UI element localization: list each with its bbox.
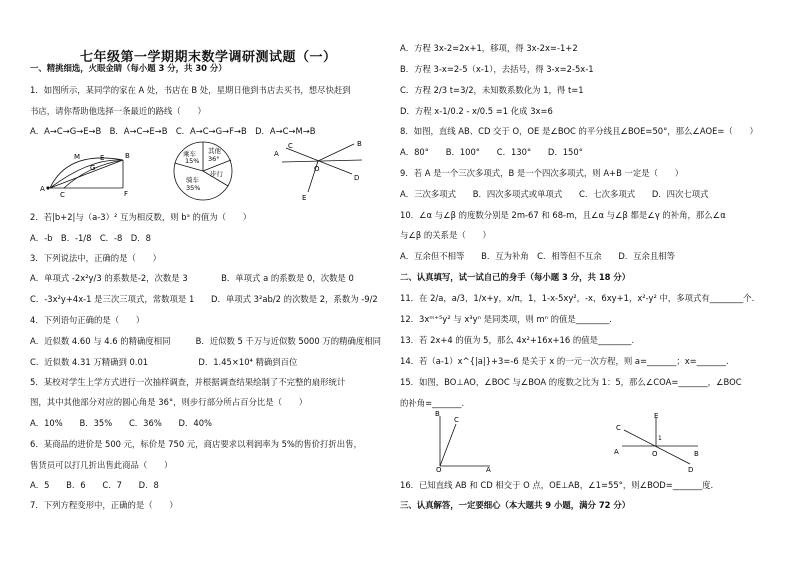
fig1-label-f: F	[124, 190, 129, 198]
figure-right-angle	[430, 410, 500, 472]
question-7-option-b: B．方程 3-x=2-5（x-1），去括号，得 3-x=2-5x-1	[400, 64, 594, 74]
fig8-label-o: O	[314, 165, 320, 173]
question-10-options: A．互余但不相等 B．互为补角 C．相等但不互余 D．互余且相等	[400, 251, 676, 261]
fig1-label-b: B	[125, 152, 130, 160]
question-12: 12．3xᵐ⁺⁵y² 与 x³yⁿ 是同类项，则 mⁿ 的值是________.	[400, 314, 612, 324]
fig15-label-a: A	[486, 466, 491, 472]
question-14: 14．若（a-1）x^{|a|}+3=-6 是关于 x 的一元一次方程，则 a=_______；x=_______.	[400, 356, 729, 366]
question-6-options: A．5 B．6 C．7 D．8	[30, 480, 159, 490]
question-13: 13．若 2x+4 的值为 5，那么 4x²+16x+16 的值是________.	[400, 335, 635, 345]
question-7-option-d: D．方程 x-1/0.2 - x/0.5 =1 化成 3x=6	[400, 106, 553, 116]
question-7-option-a: A．方程 3x-2=2x+1，移项，得 3x-2x=-1+2	[400, 43, 578, 53]
question-1-line-2: 书店，请你帮助他选择一条最近的路线（ ）	[30, 106, 206, 116]
question-3-options-cd: C．-3x²y+4x-1 是三次三项式，常数项是 1 D．单项式 3²ab/2 的次数是 2，系数为 -9/2	[30, 294, 378, 304]
fig15-label-o: O	[436, 466, 442, 472]
question-16: 16．已知直线 AB 和 CD 相交于 O 点，OE⊥AB，∠1=55°，则∠BOD=_______度.	[400, 480, 714, 490]
question-15-line-1: 15．如图，BO⊥AO，∠BOC 与∠BOA 的度数之比为 1：5，那么∠COA=_______，∠BOC	[400, 377, 742, 387]
question-5-options: A．10% B．35% C．36% D．40%	[30, 418, 212, 428]
question-10-line-2: 与∠β 的关系是（ ）	[400, 230, 491, 240]
fig8-label-c: C	[288, 142, 293, 150]
fig8-label-e: E	[302, 194, 307, 202]
question-7-option-c: C．方程 2/3 t=3/2，未知数系数化为 1，得 t=1	[400, 85, 584, 95]
question-1-options: A．A→C→G→E→B B．A→C→E→B C．A→C→G→F→B D．A→C→M→B	[30, 126, 316, 136]
section-3-heading: 三、认真解答，一定要细心（本大题共 9 小题，满分 72 分）	[400, 500, 631, 510]
question-5-line-1: 5．某校对学生上学方式进行一次抽样调查，并根据调查结果绘制了不完整的扇形统计	[30, 377, 346, 387]
question-1-line-1: 1．如图所示，某同学的家在 A 处，书店在 B 处，星期日他到书店去买书，想尽快赶到	[30, 85, 351, 95]
fig8-label-d: D	[354, 174, 360, 182]
fig1-label-a: A	[40, 185, 45, 193]
question-4-options-ab: A．近似数 4.60 与 4.6 的精确度相同 B．近似数 5 千万与近似数 5000 万的精确度相同	[30, 336, 382, 346]
pie-label-bus: 乘车	[183, 150, 196, 158]
question-6-line-1: 6．某商品的进价是 500 元，标价是 750 元，商店要求以利润率为 5%的售价打折出售，	[30, 439, 362, 449]
question-4-options-cd: C．近似数 4.31 万精确到 0.01 D．1.45×10⁴ 精确到百位	[30, 357, 298, 367]
figure-pie-chart	[168, 140, 238, 202]
fig16-label-d: D	[688, 466, 694, 472]
figure-routes	[38, 140, 153, 200]
question-3: 3．下列说法中，正确的是（ ）	[30, 253, 161, 263]
question-10-line-1: 10．∠α 与∠β 的度数分别是 2m-67 和 68-m，且∠α 与∠β 都是∠γ 的补角，那么∠α	[400, 210, 726, 220]
page-title: 七年级第一学期期末数学调研测试题（一）	[80, 50, 337, 65]
left-column	[30, 0, 400, 562]
question-9-options: A．三次多项式 B．四次多项式或单项式 C．七次多项式 D．四次七项式	[400, 189, 709, 199]
question-4: 4．下列语句正确的是（ ）	[30, 315, 145, 325]
fig8-label-b: B	[357, 140, 362, 148]
pie-value-bike: 35%	[186, 184, 201, 192]
section-1-heading: 一、精挑细选，火眼金睛（每小题 3 分，共 30 分）	[30, 63, 227, 73]
pie-label-bike: 骑车	[186, 176, 199, 184]
fig15-label-c: C	[454, 416, 459, 424]
right-column	[400, 0, 770, 562]
fig16-label-b: B	[694, 450, 699, 458]
figure-intersecting-lines	[274, 140, 369, 202]
question-5-line-2: 图，其中其他部分对应的圆心角是 36°，则步行部分所占百分比是（ ）	[30, 397, 308, 407]
question-6-line-2: 售货员可以打几折出售此商品（ ）	[30, 460, 173, 470]
fig1-label-m: M	[74, 153, 81, 161]
fig15-label-b: B	[435, 410, 440, 418]
pie-value-other: 36°	[208, 155, 220, 163]
pie-label-other: 其他	[208, 147, 221, 155]
pie-value-bus: 15%	[185, 157, 200, 165]
question-2-options: A．-b B．-1/8 C．-8 D．8	[30, 233, 151, 243]
question-11: 11．在 2/a，a/3，1/x+y，x/π，1，1-x-5xy²，-x，6xy+1，x²-y² 中，多项式有________个.	[400, 293, 755, 303]
question-7: 7．下列方程变形中，正确的是（ ）	[30, 500, 178, 510]
fig1-label-c: C	[60, 191, 65, 199]
fig16-label-o: O	[652, 450, 658, 458]
question-2: 2．若|b+2|与（a-3）² 互为相反数，则 bᵃ 的值为（ ）	[30, 212, 252, 222]
pie-label-walk: 步行	[210, 170, 223, 178]
fig8-label-a: A	[274, 150, 279, 158]
figure-perpendicular-lines	[612, 412, 704, 472]
fig16-label-c: C	[616, 424, 621, 432]
question-9: 9．若 A 是一个三次多项式，B 是一个四次多项式，则 A+B 一定是（ ）	[400, 168, 684, 178]
question-15-line-2: 的补角=_______.	[400, 398, 465, 408]
fig16-angle-1: 1	[658, 435, 662, 442]
fig16-label-e: E	[654, 412, 659, 420]
question-3-options-ab: A．单项式 -2x²y/3 的系数是-2，次数是 3 B．单项式 a 的系数是 0，次数是 0	[30, 273, 354, 283]
question-8-options: A．80° B．100° C．130° D．150°	[400, 147, 583, 157]
fig1-label-g: G	[90, 164, 96, 172]
section-2-heading: 二、认真填写，试一试自己的身手（每小题 3 分，共 18 分）	[400, 272, 631, 282]
fig16-label-a: A	[614, 448, 619, 456]
fig1-label-e: E	[100, 154, 105, 162]
question-8: 8．如图，直线 AB、CD 交于 O，OE 是∠BOC 的平分线且∠BOE=50°，那么∠AOE=（ ）	[400, 126, 758, 136]
